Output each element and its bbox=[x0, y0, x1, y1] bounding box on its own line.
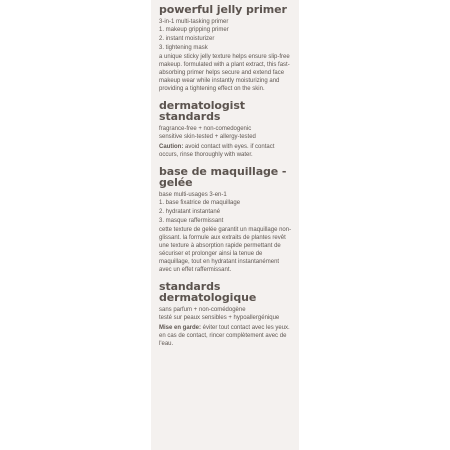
feature-item: 1. base fixatrice de maquillage bbox=[159, 200, 241, 206]
caution-label: Caution: bbox=[159, 144, 184, 150]
product-info-panel bbox=[151, 0, 299, 450]
panel-content bbox=[159, 4, 293, 355]
caution-text bbox=[159, 324, 293, 348]
feature-list bbox=[159, 199, 293, 225]
feature-item: 2. hydratant instantané bbox=[159, 209, 221, 215]
feature-item: 1. makeup gripping primer bbox=[159, 27, 229, 33]
section-base-de-maquillage bbox=[159, 166, 293, 274]
caution-body: avoid contact with eyes. if contact occurs, rinse thoroughly with water. bbox=[159, 144, 275, 158]
standards-line: sensitive skin-tested + allergy-tested bbox=[159, 134, 256, 140]
section-standards-dermatologique bbox=[159, 281, 293, 348]
caution-label: Mise en garde: bbox=[159, 325, 202, 331]
section-heading: dermatologist standards bbox=[159, 99, 245, 123]
section-dermatologist-standards bbox=[159, 100, 293, 159]
feature-list bbox=[159, 26, 293, 52]
standards-line: fragrance-free + non-comedogenic bbox=[159, 126, 252, 132]
section-jelly-primer bbox=[159, 4, 293, 93]
standards-line: testé sur peaux sensibles + hypoallergénique bbox=[159, 315, 280, 321]
standards-line: sans parfum + non-comédogène bbox=[159, 307, 246, 313]
feature-item: 3. tightening mask bbox=[159, 45, 208, 51]
section-subtitle: 3-in-1 multi-tasking primer bbox=[159, 19, 229, 25]
section-description: cette texture de gelée garantit un maquillage non-glissant. la formule aux extraits de plantes revêt une texture à absorption rapide permettant de sécuriser et prolonger ainsi la tenue de maquillage, tout en hydratant instantanément avec un effet raffermissant. bbox=[159, 227, 292, 273]
feature-item: 3. masque raffermissant bbox=[159, 218, 224, 224]
section-heading: base de maquillage - gelée bbox=[159, 165, 287, 189]
section-description: a unique sticky jelly texture helps ensure slip-free makeup. formulated with a plant extract, this fast-absorbing primer helps secure and extend face makeup wear while instantly moisturizing and providing a tightening effect on the skin. bbox=[159, 54, 290, 92]
feature-item: 2. instant moisturizer bbox=[159, 36, 215, 42]
caution-text bbox=[159, 143, 293, 159]
section-heading: standards dermatologique bbox=[159, 280, 257, 304]
section-subtitle: base multi-usages 3-en-1 bbox=[159, 192, 227, 198]
section-heading: powerful jelly primer bbox=[159, 3, 287, 16]
caution-body: éviter tout contact avec les yeux. en cas de contact, rincer complètement avec de l'eau. bbox=[159, 325, 290, 347]
